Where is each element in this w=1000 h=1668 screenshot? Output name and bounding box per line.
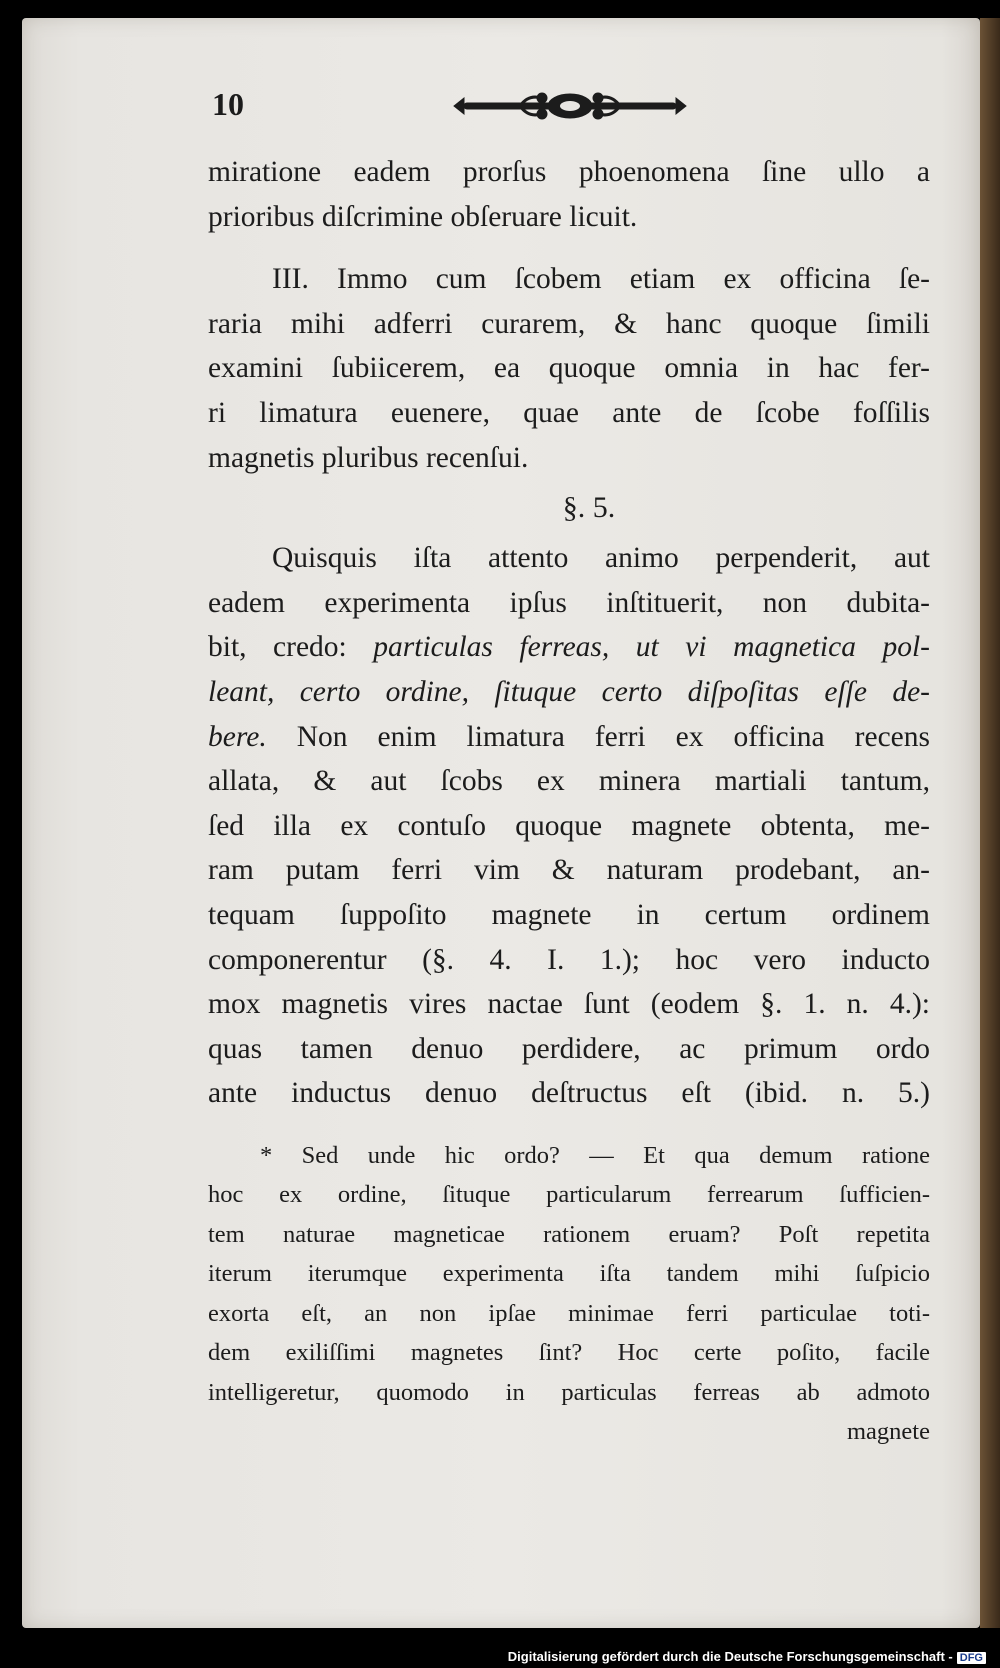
text-line: ſed illa ex contuſo quoque magnete obtenta, me-: [208, 809, 930, 842]
page-header: [212, 86, 912, 126]
text-line: [208, 715, 930, 760]
paragraph-1: [208, 150, 930, 239]
footnote-line: tem naturae magneticae rationem eruam? Poſt repetita: [208, 1220, 930, 1248]
italic-run: bere.: [208, 720, 267, 753]
footnote-line: * Sed unde hic ordo? — Et qua demum ratione: [260, 1141, 930, 1169]
footnote-line: exorta eſt, an non ipſae minimae ferri particulae toti-: [208, 1299, 930, 1327]
text-line: magnetis pluribus recenſui.: [208, 441, 529, 474]
text-line: Quisquis iſta attento animo perpenderit, aut: [272, 542, 930, 575]
text-line: ram putam ferri vim & naturam prodebant, an-: [208, 854, 930, 887]
book-spine: [980, 18, 1000, 1628]
text-line: raria mihi adferri curarem, & hanc quoque ſimili: [208, 307, 930, 340]
digitization-credit: [508, 1649, 986, 1664]
text-line: quas tamen denuo perdidere, ac primum ordo: [208, 1032, 930, 1065]
text-line: prioribus diſcrimine obſeruare licuit.: [208, 200, 638, 233]
text-line: examini ſubiicerem, ea quoque omnia in hac fer-: [208, 352, 930, 385]
text-line: leant, certo ordine, ſituque certo diſpoſitas eſſe de-: [208, 675, 930, 708]
footnote-line: intelligeretur, quomodo in particulas ferreas ab admoto: [208, 1378, 930, 1406]
footnote-line: hoc ex ordine, ſituque particularum ferrearum ſufficien-: [208, 1181, 930, 1209]
text-line: mox magnetis vires nactae ſunt (eodem §. 1. n. 4.):: [208, 988, 930, 1021]
text-line: allata, & aut ſcobs ex minera martiali tantum,: [208, 765, 930, 798]
text-line: miratione eadem prorſus phoenomena ſine ullo a: [208, 156, 930, 188]
credit-text: Digitalisierung gefördert durch die Deutsche Forschungsgemeinschaft -: [507, 1649, 953, 1664]
paragraph-2: [208, 257, 930, 480]
text-line: componerentur (§. 4. I. 1.); hoc vero inducto: [208, 943, 930, 976]
text-line: ante inductus denuo deſtructus eſt (ibid. n. 5.): [208, 1077, 930, 1110]
text-line: [208, 625, 930, 670]
paragraph-3: [208, 536, 930, 1116]
catchword: magnete: [847, 1418, 930, 1446]
footnote-line: dem exiliſſimi magnetes ſint? Hoc certe poſito, facile: [208, 1339, 930, 1367]
footnote: [208, 1136, 930, 1452]
body-text: [208, 150, 930, 1452]
italic-run: particulas ferreas, ut vi magnetica pol-: [373, 631, 930, 664]
text-line: eadem experimenta ipſus inſtituerit, non dubita-: [208, 586, 930, 619]
section-heading: §. 5.: [562, 491, 616, 525]
text-line: tequam ſuppoſito magnete in certum ordinem: [208, 898, 930, 931]
page-number: 10: [212, 86, 244, 122]
text-run: bit, credo:: [208, 631, 374, 664]
footnote-line: iterum iterumque experimenta iſta tandem mihi ſuſpicio: [208, 1260, 930, 1288]
dfg-logo: DFG: [957, 1652, 986, 1664]
ornament-icon: [450, 88, 690, 124]
text-line: ri limatura euenere, quae ante de ſcobe foſſilis: [208, 396, 930, 429]
text-run: Non enim limatura ferri ex officina recens: [266, 720, 930, 753]
text-line: III. Immo cum ſcobem etiam ex officina ſe-: [272, 263, 930, 296]
